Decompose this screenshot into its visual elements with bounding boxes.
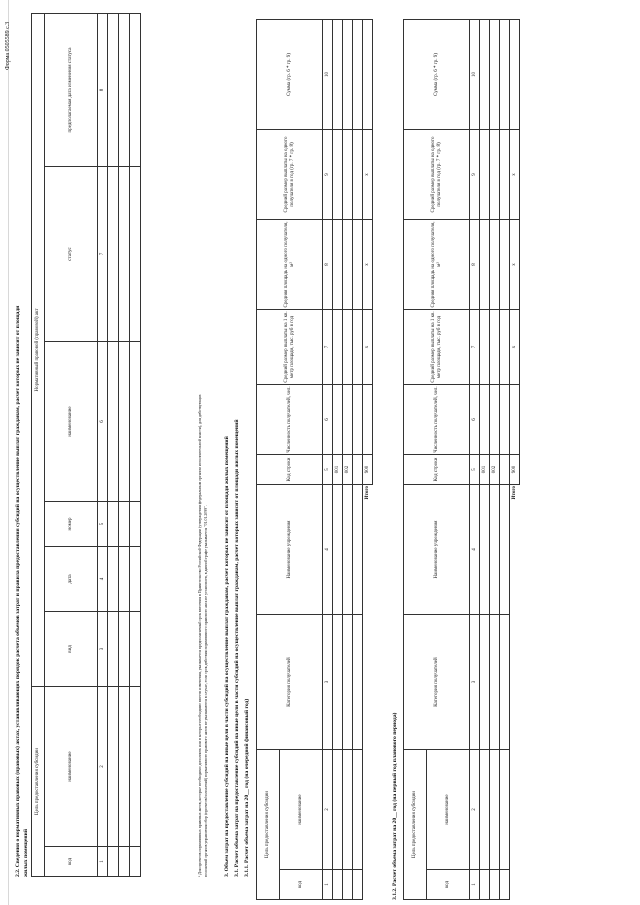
calc-row-blank (353, 20, 363, 900)
calc2-row-002 (490, 20, 500, 900)
calc-colnum: 7 (323, 310, 333, 385)
calc-row-002 (343, 20, 353, 900)
calc2-th-avg-per-m2: Средний размер выплаты на 1 кв. метр площади, тыс. руб в год (404, 310, 470, 385)
calc2-colnum: 3 (470, 615, 480, 750)
calc2-th-count: Численность получателей, чел. (404, 385, 470, 455)
calc2-total-label: Итого (511, 486, 517, 500)
calc2-x-mark: x (510, 220, 520, 310)
calc2-colnum: 4 (470, 485, 480, 615)
npa-colnum: 5 (98, 502, 108, 547)
npa-th-act: Нормативный правовой (правовой) акт (32, 13, 45, 686)
calc2-row-blank (500, 20, 510, 900)
npa-th-date: дата (45, 547, 98, 612)
calc2-th-category: Категория получателей (404, 615, 470, 750)
npa-th-name: наименование (45, 687, 98, 847)
calc2-row-001 (480, 20, 490, 900)
calc-th-name: наименование (280, 750, 323, 870)
calc-th-code: код (280, 870, 323, 900)
calc2-colnum: 2 (470, 750, 480, 870)
calc2-colnum: 5 (470, 455, 480, 485)
calc-table-3-1-2 (403, 19, 520, 900)
npa-colnum: 2 (98, 687, 108, 847)
calc-colnum: 6 (323, 385, 333, 455)
npa-th-status: статус (45, 167, 98, 342)
calc-colnum: 8 (323, 220, 333, 310)
npa-th-code: код (45, 847, 98, 877)
npa-colnum: 4 (98, 547, 108, 612)
calc-th-goal: Цель предоставления субсидии (257, 750, 280, 900)
calc-th-category: Категория получателей (257, 615, 323, 750)
npa-colnum: 8 (98, 13, 108, 166)
calc-th-row-code: Код строки (257, 455, 323, 485)
calc-colnum: 2 (323, 750, 333, 870)
calc-row-001 (333, 20, 343, 900)
calc2-colnum: 8 (470, 220, 480, 310)
calc2-colnum: 10 (470, 20, 480, 130)
calc2-th-avg-payment: Средний размер выплаты на одного получателя в год (гр. 7 * гр. 8) (404, 130, 470, 220)
footnote-line-2: положений органов управления сбор (проектов/положений) нормативного правового актов не указываются в случае, если срок действия нормативного правового акта не установлен, в данной графе указывается "01.01.2099". (204, 505, 208, 877)
section-3-1-2-heading: 3.1.2. Расчет объема затрат на 20__ год (на первый год планового периода) (392, 712, 398, 900)
calc-colnum: 5 (323, 455, 333, 485)
npa-th-number: номер (45, 502, 98, 547)
calc-colnum: 4 (323, 485, 333, 615)
calc2-colnum: 7 (470, 310, 480, 385)
calc2-th-code: код (427, 870, 470, 900)
calc2-th-goal: Цель предоставления субсидии (404, 750, 427, 900)
calc-th-avg-per-m2: Средний размер выплаты на 1 кв. метр площади, тыс. руб в год (257, 310, 323, 385)
calc-row-code: 002 (343, 455, 353, 485)
calc-colnum: 10 (323, 20, 333, 130)
calc-th-count: Численность получателей, чел. (257, 385, 323, 455)
npa-th-type: вид (45, 612, 98, 687)
section-3-1-heading: 3.1. Расчет объема затрат на предоставление субсидий на иные цели в части субсидий на осуществление выплат гражданам, расчет которых зависит от площади жилых помещений (234, 419, 240, 877)
npa-row (108, 13, 119, 876)
calc-th-sum: Сумма (гр. 6 * гр. 9) (257, 20, 323, 130)
footnote-line-1: ² Для проектов нормативных правовых актов, которые необходимо дополнить или в которые необходимо внести изменения, указывается предполагаемый срок внесения в Правительство Российской Федерации (утверждения федеральным органом исполнительной власти), для действующих (198, 394, 202, 877)
calc-row-total (363, 20, 373, 900)
npa-th-goal: Цель предоставления субсидии (32, 687, 45, 877)
section-3-heading: 3. Объем затрат на предоставление субсидий на иные цели в части субсидий на осуществление выплат гражданам, расчет которых не зависит от площади жилых помещений (224, 436, 230, 877)
calc2-colnum: 9 (470, 130, 480, 220)
calc2-colnum: 1 (470, 870, 480, 900)
calc2-x-mark: x (510, 130, 520, 220)
calc2-row-code: 002 (490, 455, 500, 485)
calc-x-mark: x (363, 130, 373, 220)
form-label: Форма 0505589 с.3 (5, 21, 11, 70)
calc-total-label: Итого (364, 486, 370, 500)
calc-colnum: 9 (323, 130, 333, 220)
calc-table-3-1-1 (256, 19, 373, 900)
npa-row (119, 13, 130, 876)
calc-x-mark: x (363, 220, 373, 310)
npa-colnum: 7 (98, 167, 108, 342)
calc2-total-code: 900 (510, 455, 520, 485)
calc2-th-sum: Сумма (гр. 6 * гр. 9) (404, 20, 470, 130)
calc2-th-name: наименование (427, 750, 470, 870)
calc-th-avg-payment: Средний размер выплаты на одного получателя в год (гр. 7 * гр. 8) (257, 130, 323, 220)
calc-total-code: 900 (363, 455, 373, 485)
section-3-1-1-heading: 3.1.1. Расчет объема затрат на 20__ год (на очередной финансовый год) (244, 698, 250, 877)
npa-table (31, 13, 141, 877)
calc-x-mark: x (363, 310, 373, 385)
npa-row (130, 13, 141, 876)
calc2-th-institution: Наименование учреждения (404, 485, 470, 615)
npa-th-title: наименование (45, 342, 98, 502)
calc2-th-avg-area: Средняя площадь на одного получателя, м² (404, 220, 470, 310)
calc-th-avg-area: Средняя площадь на одного получателя, м² (257, 220, 323, 310)
calc2-row-code: 001 (480, 455, 490, 485)
section-2-2-heading: 2.2. Сведения о нормативных правовых (правовых) актах, устанавливающих порядок расчета объемов затрат и правила предоставления субсидий на осуществление выплат гражданам, расчет которых не зависит от площади (15, 305, 21, 877)
calc-colnum: 1 (323, 870, 333, 900)
calc2-row-total (510, 20, 520, 900)
calc2-colnum: 6 (470, 385, 480, 455)
npa-colnum: 3 (98, 612, 108, 687)
calc2-th-row-code: Код строки (404, 455, 470, 485)
npa-colnum: 6 (98, 342, 108, 502)
calc-th-institution: Наименование учреждения (257, 485, 323, 615)
npa-th-change-date: предполагаемая дата изменения статуса (45, 13, 98, 166)
calc2-x-mark: x (510, 310, 520, 385)
calc-colnum: 3 (323, 615, 333, 750)
npa-colnum: 1 (98, 847, 108, 877)
section-2-2-heading-cont: жилых помещений (23, 828, 29, 877)
calc-row-code: 001 (333, 455, 343, 485)
